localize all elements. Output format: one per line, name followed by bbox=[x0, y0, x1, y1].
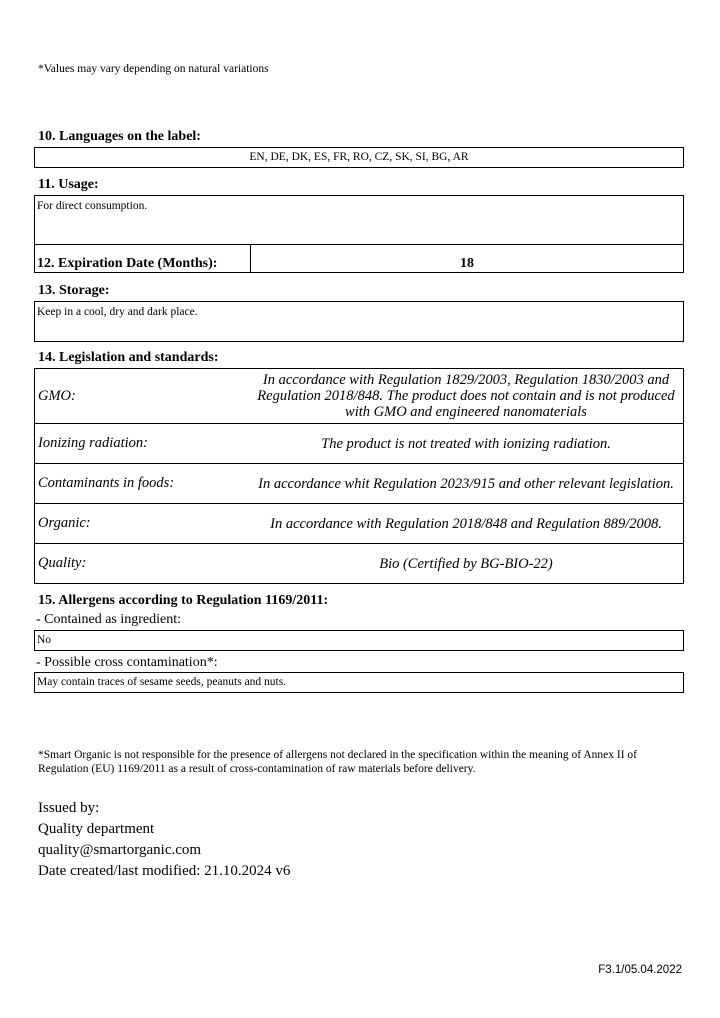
legislation-label: Organic: bbox=[38, 515, 91, 531]
storage-box bbox=[34, 301, 684, 342]
legislation-value: In accordance whit Regulation 2023/915 and other relevant legislation. bbox=[258, 475, 674, 492]
expiration-label-cell bbox=[34, 244, 251, 273]
legislation-table bbox=[34, 368, 684, 584]
allergens-heading: 15. Allergens according to Regulation 1169/2011: bbox=[38, 593, 329, 608]
languages-value: EN, DE, DK, ES, FR, RO, CZ, SK, SI, BG, AR bbox=[249, 151, 469, 163]
legislation-value: The product is not treated with ionizing radiation. bbox=[321, 435, 611, 452]
legislation-row-organic bbox=[35, 503, 683, 543]
allergens-cross-box bbox=[34, 672, 684, 693]
legislation-heading: 14. Legislation and standards: bbox=[38, 350, 219, 365]
issued-department: Quality department bbox=[38, 821, 155, 837]
usage-box bbox=[34, 195, 684, 245]
issued-date: Date created/last modified: 21.10.2024 v6 bbox=[38, 863, 291, 879]
issued-email: quality@smartorganic.com bbox=[38, 842, 202, 858]
legislation-row-gmo bbox=[35, 369, 683, 423]
expiration-value: 18 bbox=[460, 256, 474, 271]
allergens-contained-label: - Contained as ingredient: bbox=[36, 612, 182, 627]
languages-box bbox=[34, 147, 684, 168]
legislation-label: Contaminants in foods: bbox=[38, 475, 175, 491]
expiration-label: 12. Expiration Date (Months): bbox=[37, 256, 218, 271]
allergens-cross-value: May contain traces of sesame seeds, peanuts and nuts. bbox=[37, 676, 287, 688]
usage-value: For direct consumption. bbox=[37, 200, 148, 212]
languages-heading: 10. Languages on the label: bbox=[38, 129, 201, 144]
variation-note: *Values may vary depending on natural variations bbox=[38, 63, 269, 75]
legislation-value: In accordance with Regulation 2018/848 and Regulation 889/2008. bbox=[270, 515, 662, 532]
legislation-value: In accordance with Regulation 1829/2003, Regulation 1830/2003 and Regulation 2018/848. The product does not contain and is not produced with GMO and engineered nanomaterials bbox=[257, 372, 675, 420]
expiration-value-cell bbox=[250, 244, 684, 273]
legislation-label: Ionizing radiation: bbox=[38, 435, 148, 451]
issued-by-label: Issued by: bbox=[38, 800, 100, 816]
form-code: F3.1/05.04.2022 bbox=[598, 964, 682, 976]
legislation-row-contaminants bbox=[35, 463, 683, 503]
legislation-label: Quality: bbox=[38, 555, 87, 571]
legislation-row-quality bbox=[35, 543, 683, 583]
legislation-label: GMO: bbox=[38, 387, 76, 404]
allergens-cross-label: - Possible cross contamination*: bbox=[36, 655, 218, 670]
usage-heading: 11. Usage: bbox=[38, 177, 99, 192]
allergens-contained-value: No bbox=[37, 634, 52, 646]
legislation-value: Bio (Certified by BG-BIO-22) bbox=[379, 555, 553, 572]
storage-value: Keep in a cool, dry and dark place. bbox=[37, 306, 198, 318]
storage-heading: 13. Storage: bbox=[38, 283, 110, 298]
allergens-contained-box bbox=[34, 630, 684, 651]
allergen-disclaimer: *Smart Organic is not responsible for the presence of allergens not declared in the specification within the meaning of Annex II of Regulation (EU) 1169/2011 as a result of cross-contamination of raw materials before delivery. bbox=[38, 749, 637, 775]
legislation-row-ionizing bbox=[35, 423, 683, 463]
